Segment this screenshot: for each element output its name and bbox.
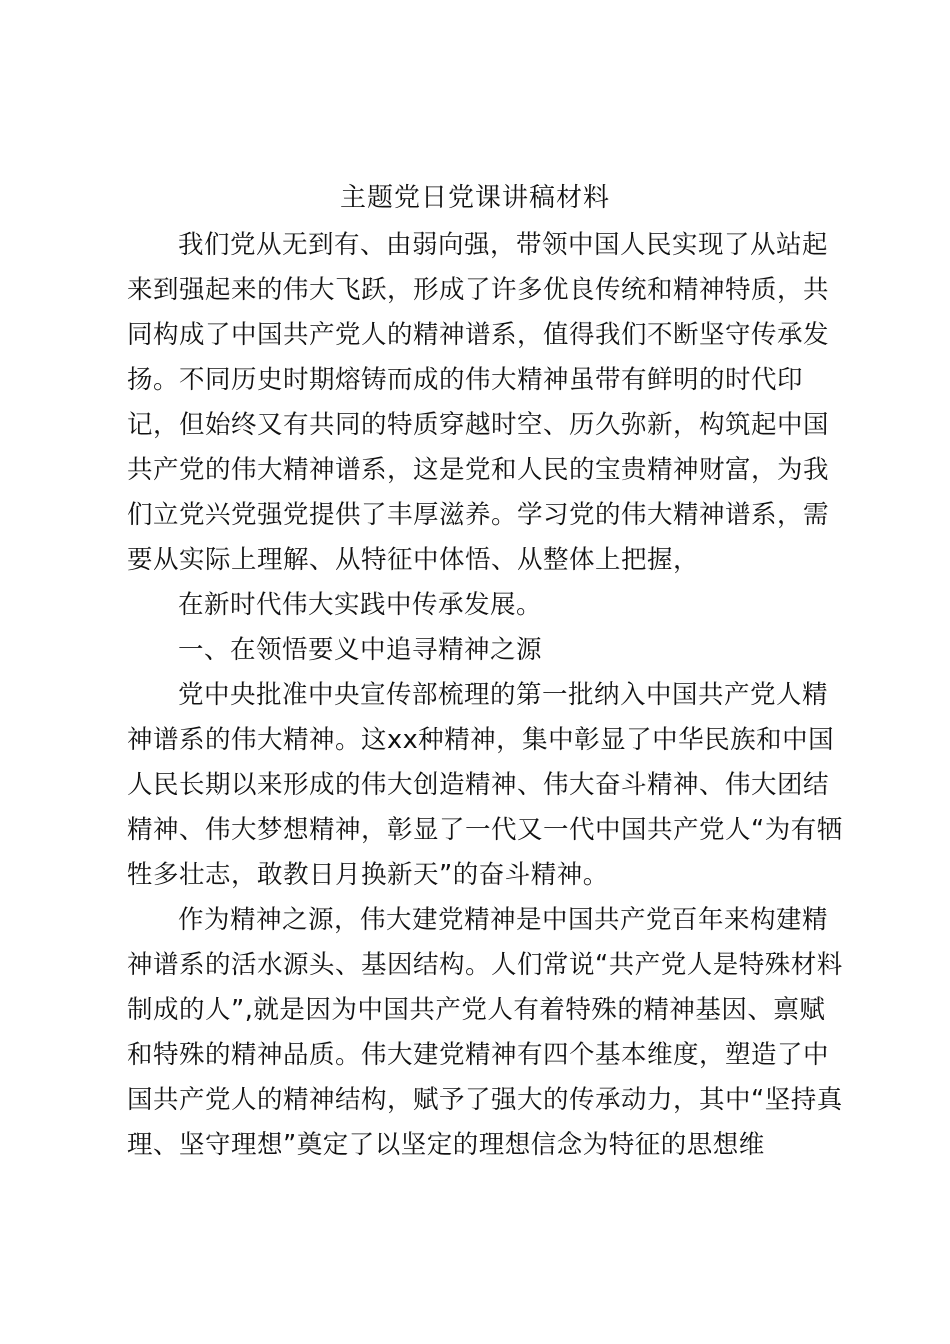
paragraph-line: 精神、伟大梦想精神，彰显了一代又一代中国共产党人“为有牺 <box>127 815 843 845</box>
paragraph-line: 作为精神之源，伟大建党精神是中国共产党百年来构建精 <box>178 905 829 935</box>
paragraph-line: 扬。不同历史时期熔铸而成的伟大精神虽带有鲜明的时代印 <box>127 365 804 395</box>
paragraph-line: 国共产党人的精神结构，赋予了强大的传承动力，其中“坚持真 <box>127 1085 843 1115</box>
paragraph-line: 记，但始终又有共同的特质穿越时空、历久弥新，构筑起中国 <box>127 410 830 440</box>
paragraph-line: 神谱系的活水源头、基因结构。人们常说“共产党人是特殊材料 <box>127 950 843 980</box>
document-title: 主题党日党课讲稿材料 <box>339 183 610 213</box>
paragraph-line: 要从实际上理解、从特征中体悟、从整体上把握， <box>127 545 700 575</box>
paragraph-line: 神谱系的伟大精神。这xx种精神，集中彰显了中华民族和中国 <box>127 725 835 755</box>
paragraph-line: 同构成了中国共产党人的精神谱系，值得我们不断坚守传承发 <box>127 320 830 350</box>
paragraph-line: 牲多壮志，敢教日月换新天”的奋斗精神。 <box>127 860 609 890</box>
paragraph-line: 人民长期以来形成的伟大创造精神、伟大奋斗精神、伟大团结 <box>127 770 830 800</box>
paragraph-line: 制成的人”,就是因为中国共产党人有着特殊的精神基因、禀赋 <box>127 995 826 1025</box>
section-heading: 一、在领悟要义中追寻精神之源 <box>178 635 543 665</box>
paragraph-line: 来到强起来的伟大飞跃，形成了许多优良传统和精神特质，共 <box>127 275 830 305</box>
paragraph-line: 我们党从无到有、由弱向强，带领中国人民实现了从站起 <box>178 230 829 260</box>
paragraph-line: 理、坚守理想”奠定了以坚定的理想信念为特征的思想维 <box>127 1130 765 1160</box>
paragraph-line: 共产党的伟大精神谱系，这是党和人民的宝贵精神财富，为我 <box>127 455 830 485</box>
paragraph-line: 党中央批准中央宣传部梳理的第一批纳入中国共产党人精 <box>178 680 829 710</box>
paragraph-line: 在新时代伟大实践中传承发展。 <box>178 590 543 620</box>
paragraph-line: 们立党兴党强党提供了丰厚滋养。学习党的伟大精神谱系，需 <box>127 500 830 530</box>
paragraph-line: 和特殊的精神品质。伟大建党精神有四个基本维度，塑造了中 <box>127 1040 830 1070</box>
